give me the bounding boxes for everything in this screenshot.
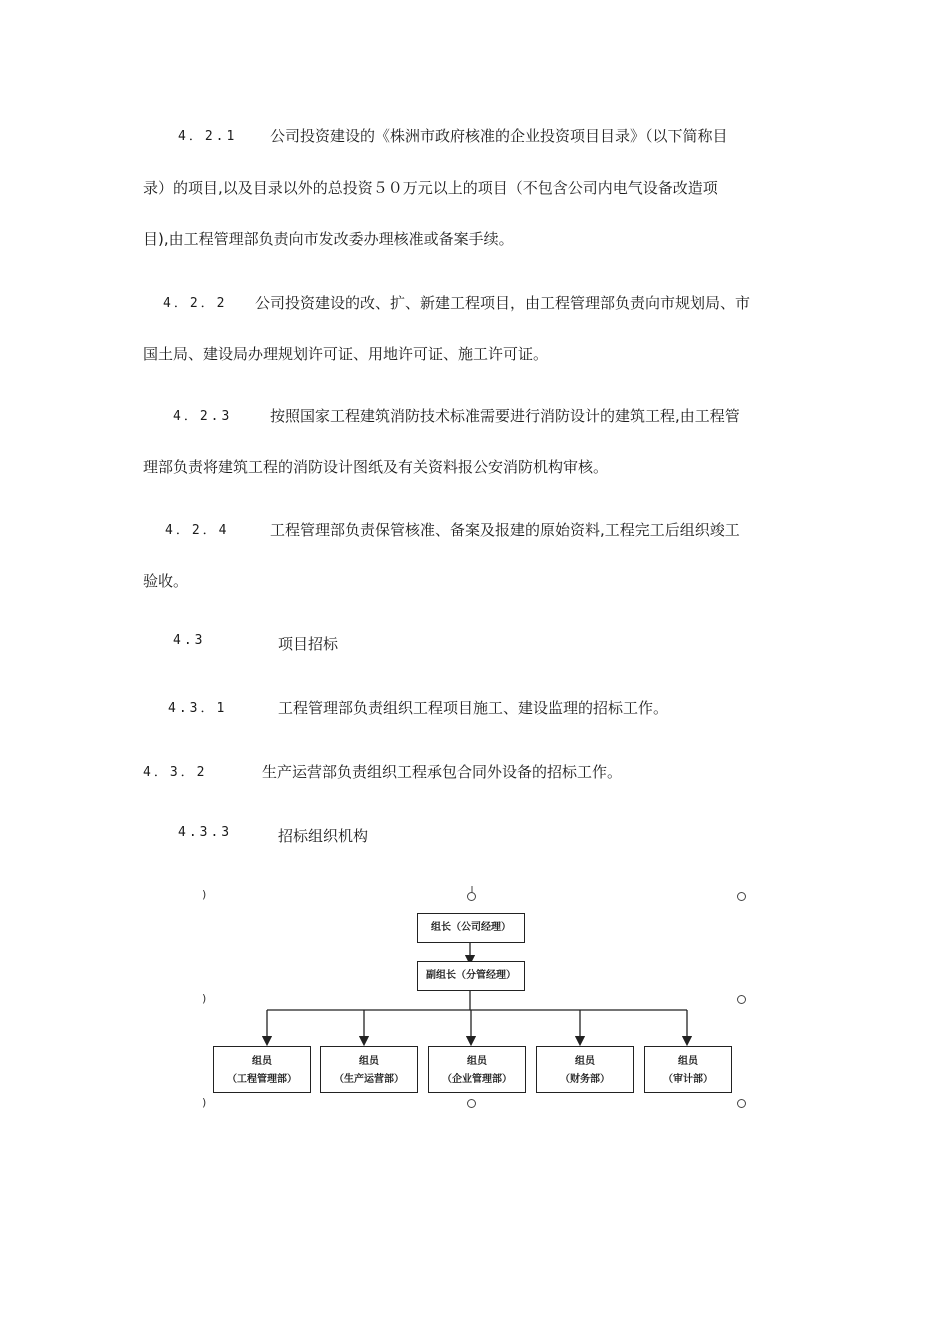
section-number: 4.3.3 <box>178 825 233 840</box>
member-role: 组员 <box>575 1056 595 1067</box>
member-dept: （生产运营部） <box>334 1074 404 1085</box>
section-text-line: 理部负责将建筑工程的消防设计图纸及有关资料报公安消防机构审核。 <box>143 458 609 476</box>
selection-handle-bottom-right[interactable] <box>737 1099 746 1108</box>
member-dept: （财务部） <box>560 1074 610 1085</box>
section-number: 4．2．4 <box>165 523 230 538</box>
org-chart <box>195 880 760 1120</box>
section-text-line: 公司投资建设的改、扩、新建工程项目，由工程管理部负责向市规划局、市 <box>255 294 751 312</box>
selection-handle-left-bottom: ) <box>202 1096 207 1109</box>
section-number: 4．2.1 <box>178 129 238 144</box>
selection-handle-top-center[interactable] <box>467 892 476 901</box>
section-text-line: 录）的项目,以及目录以外的总投资５０万元以上的项目（不包含公司内电气设备改造项 <box>143 179 718 197</box>
section-text-line: 按照国家工程建筑消防技术标准需要进行消防设计的建筑工程,由工程管 <box>270 407 740 425</box>
section-text-line: 目),由工程管理部负责向市发改委办理核准或备案手续。 <box>143 230 514 248</box>
section-number: 4.3 <box>173 633 206 648</box>
selection-handle-right-mid[interactable] <box>737 995 746 1004</box>
member-role: 组员 <box>252 1056 272 1067</box>
member-box <box>320 1046 418 1093</box>
section-text-line: 公司投资建设的《株洲市政府核准的企业投资项目目录》（以下简称目 <box>270 127 728 145</box>
section-number: 4.3．1 <box>168 701 228 716</box>
section-text-line: 工程管理部负责组织工程项目施工、建设监理的招标工作。 <box>278 699 669 717</box>
deputy-box <box>417 961 525 991</box>
member-box <box>536 1046 634 1093</box>
selection-handle-bottom-center[interactable] <box>467 1099 476 1108</box>
section-text-line: 验收。 <box>143 572 189 590</box>
deputy-label: 副组长（分管经理） <box>426 970 516 981</box>
member-box <box>213 1046 311 1093</box>
selection-handle-top-right[interactable] <box>737 892 746 901</box>
section-heading: 项目招标 <box>278 635 339 653</box>
section-heading: 招标组织机构 <box>278 827 369 845</box>
section-number: 4．2．2 <box>163 296 228 311</box>
section-text-line: 工程管理部负责保管核准、备案及报建的原始资料,工程完工后组织竣工 <box>270 521 740 539</box>
member-role: 组员 <box>467 1056 487 1067</box>
section-number: 4．2.3 <box>173 409 233 424</box>
member-dept: （企业管理部） <box>442 1074 512 1085</box>
member-role: 组员 <box>678 1056 698 1067</box>
member-box <box>644 1046 732 1093</box>
leader-label: 组长（公司经理） <box>431 922 511 933</box>
section-text-line: 生产运营部负责组织工程承包合同外设备的招标工作。 <box>262 763 623 781</box>
section-number: 4．3．2 <box>143 765 208 780</box>
leader-box <box>417 913 525 943</box>
member-dept: （审计部） <box>663 1074 713 1085</box>
member-dept: （工程管理部） <box>227 1074 297 1085</box>
member-role: 组员 <box>359 1056 379 1067</box>
member-box <box>428 1046 526 1093</box>
section-text-line: 国土局、建设局办理规划许可证、用地许可证、施工许可证。 <box>143 345 549 363</box>
selection-handle-left-top: ) <box>202 888 207 901</box>
selection-handle-left-mid: ) <box>202 992 207 1005</box>
